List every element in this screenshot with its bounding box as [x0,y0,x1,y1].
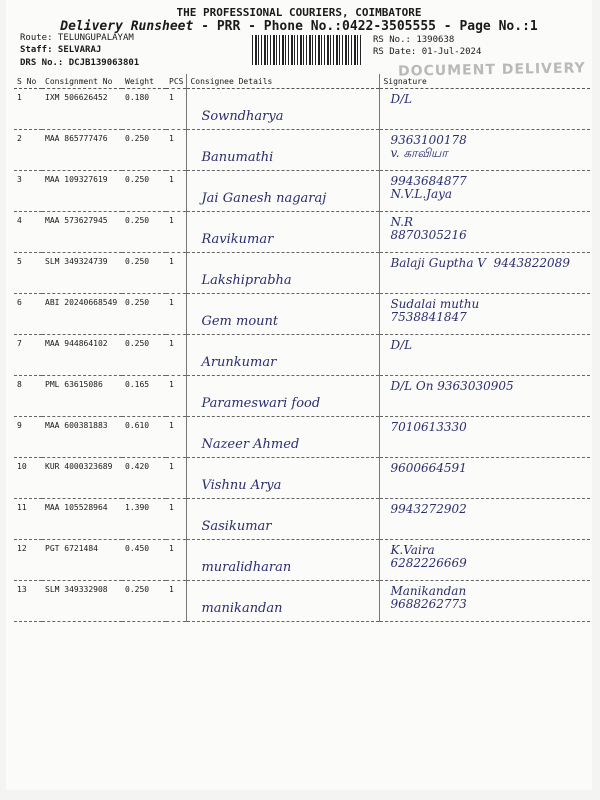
rs-number: RS No.: 1390638 [373,35,455,45]
signature-cell [380,499,590,540]
table-row [14,89,590,130]
table-row [14,130,590,171]
sno-cell: 4 [14,212,42,253]
table-row [14,335,590,376]
consignee-cell [187,417,380,458]
handwritten-signature: 9943272902 [390,502,467,516]
handwritten-signature: Sudalai muthu 7538841847 [390,297,480,324]
table-row [14,417,590,458]
table-row [14,540,590,581]
pcs-cell: 1 [166,417,187,458]
handwritten-consignee-name: Nazeer Ahmed [201,437,300,452]
sno-cell: 10 [14,458,42,499]
col-weight: Weight [122,74,166,89]
handwritten-consignee-name: Parameswari food [201,396,321,411]
weight-cell: 0.180 [122,89,166,130]
pcs-cell: 1 [166,581,187,622]
consignment-cell: PGT 6721484 [42,540,122,581]
pcs-cell: 1 [166,294,187,335]
barcode [252,35,362,65]
handwritten-signature: D/L [390,338,413,352]
sno-cell: 6 [14,294,42,335]
weight-cell: 0.250 [122,335,166,376]
handwritten-consignee-name: Gem mount [201,314,279,329]
pcs-cell: 1 [166,171,187,212]
sno-cell: 3 [14,171,42,212]
staff-label: Staff: SELVARAJ [20,45,102,55]
table-row [14,253,590,294]
route-label: Route: TELUNGUPALAYAM [20,33,134,43]
handwritten-consignee-name: Banumathi [201,150,274,165]
runsheet-page [6,0,592,790]
weight-cell: 0.450 [122,540,166,581]
handwritten-consignee-name: Jai Ganesh nagaraj [201,191,327,206]
table-row [14,212,590,253]
signature-cell [380,171,590,212]
handwritten-consignee-name: Ravikumar [201,232,274,247]
consignment-cell: MAA 105528964 [42,499,122,540]
sno-cell: 5 [14,253,42,294]
col-consignment: Consignment No [42,74,122,89]
pcs-cell: 1 [166,253,187,294]
consignment-cell: MAA 600381883 [42,417,122,458]
table-header-row [14,74,590,89]
sno-cell: 9 [14,417,42,458]
signature-cell [380,212,590,253]
handwritten-consignee-name: Vishnu Arya [201,478,282,493]
handwritten-consignee-name: Sasikumar [201,519,272,534]
pcs-cell: 1 [166,212,187,253]
weight-cell: 1.390 [122,499,166,540]
signature-cell [380,417,590,458]
handwritten-signature: 9363100178 v. காவியா [390,133,467,160]
consignee-cell [187,89,380,130]
consignee-cell [187,130,380,171]
runsheet-table [14,74,590,622]
runsheet-title [6,19,592,34]
table-row [14,499,590,540]
sno-cell: 8 [14,376,42,417]
document-delivery-stamp: DOCUMENT DELIVERY [397,60,586,80]
col-signature: Signature [380,74,590,89]
weight-cell: 0.610 [122,417,166,458]
consignee-cell [187,499,380,540]
signature-cell [380,581,590,622]
sno-cell: 7 [14,335,42,376]
consignment-cell: SLM 349324739 [42,253,122,294]
handwritten-signature: Balaji Guptha V 9443822089 [390,256,570,270]
signature-cell [380,376,590,417]
consignment-cell: IXM 506626452 [42,89,122,130]
signature-cell [380,294,590,335]
pcs-cell: 1 [166,458,187,499]
sno-cell: 2 [14,130,42,171]
handwritten-signature: D/L [390,92,413,106]
weight-cell: 0.250 [122,212,166,253]
handwritten-consignee-name: Arunkumar [201,355,277,370]
consignee-cell [187,171,380,212]
handwritten-signature: 9600664591 [390,461,467,475]
sno-cell: 13 [14,581,42,622]
consignment-cell: PML 63615086 [42,376,122,417]
signature-cell [380,540,590,581]
consignee-cell [187,253,380,294]
weight-cell: 0.165 [122,376,166,417]
consignment-cell: MAA 109327619 [42,171,122,212]
signature-cell [380,130,590,171]
table-row [14,294,590,335]
col-sno: S No [14,74,42,89]
col-consignee: Consignee Details [187,74,380,89]
pcs-cell: 1 [166,89,187,130]
weight-cell: 0.250 [122,253,166,294]
consignee-cell [187,212,380,253]
signature-cell [380,253,590,294]
drs-number: DRS No.: DCJB139063801 [20,58,140,68]
pcs-cell: 1 [166,335,187,376]
consignee-cell [187,458,380,499]
consignment-cell: MAA 865777476 [42,130,122,171]
consignment-cell: SLM 349332908 [42,581,122,622]
handwritten-consignee-name: Sowndharya [201,109,284,124]
handwritten-consignee-name: muralidharan [201,560,292,575]
consignment-cell: ABI 20240668549 [42,294,122,335]
handwritten-signature: 9943684877 N.V.L.Jaya [390,174,467,201]
signature-cell [380,89,590,130]
signature-cell [380,458,590,499]
sno-cell: 11 [14,499,42,540]
table-row [14,581,590,622]
pcs-cell: 1 [166,376,187,417]
signature-cell [380,335,590,376]
handwritten-consignee-name: manikandan [201,601,283,616]
col-pcs: PCS [166,74,187,89]
pcs-cell: 1 [166,540,187,581]
handwritten-signature: 7010613330 [390,420,467,434]
table-row [14,376,590,417]
weight-cell: 0.250 [122,130,166,171]
pcs-cell: 1 [166,130,187,171]
consignee-cell [187,540,380,581]
rs-date: RS Date: 01-Jul-2024 [373,47,482,57]
consignee-cell [187,376,380,417]
pcs-cell: 1 [166,499,187,540]
handwritten-signature: N.R 8870305216 [390,215,467,242]
consignee-cell [187,581,380,622]
weight-cell: 0.250 [122,581,166,622]
handwritten-consignee-name: Lakshiprabha [201,273,292,288]
title-right: - PRR - Phone No.:0422-3505555 - Page No.:1 [193,19,538,34]
handwritten-signature: D/L On 9363030905 [390,379,514,393]
consignee-cell [187,335,380,376]
company-name: THE PROFESSIONAL COURIERS, COIMBATORE [176,6,422,19]
weight-cell: 0.250 [122,171,166,212]
sno-cell: 12 [14,540,42,581]
weight-cell: 0.250 [122,294,166,335]
consignment-cell: MAA 573627945 [42,212,122,253]
consignment-cell: MAA 944864102 [42,335,122,376]
sno-cell: 1 [14,89,42,130]
handwritten-signature: K.Vaira 6282226669 [390,543,467,570]
table-row [14,458,590,499]
title-left: Delivery Runsheet [60,19,194,34]
handwritten-signature: Manikandan 9688262773 [390,584,467,611]
consignment-cell: KUR 4000323689 [42,458,122,499]
consignee-cell [187,294,380,335]
table-row [14,171,590,212]
weight-cell: 0.420 [122,458,166,499]
